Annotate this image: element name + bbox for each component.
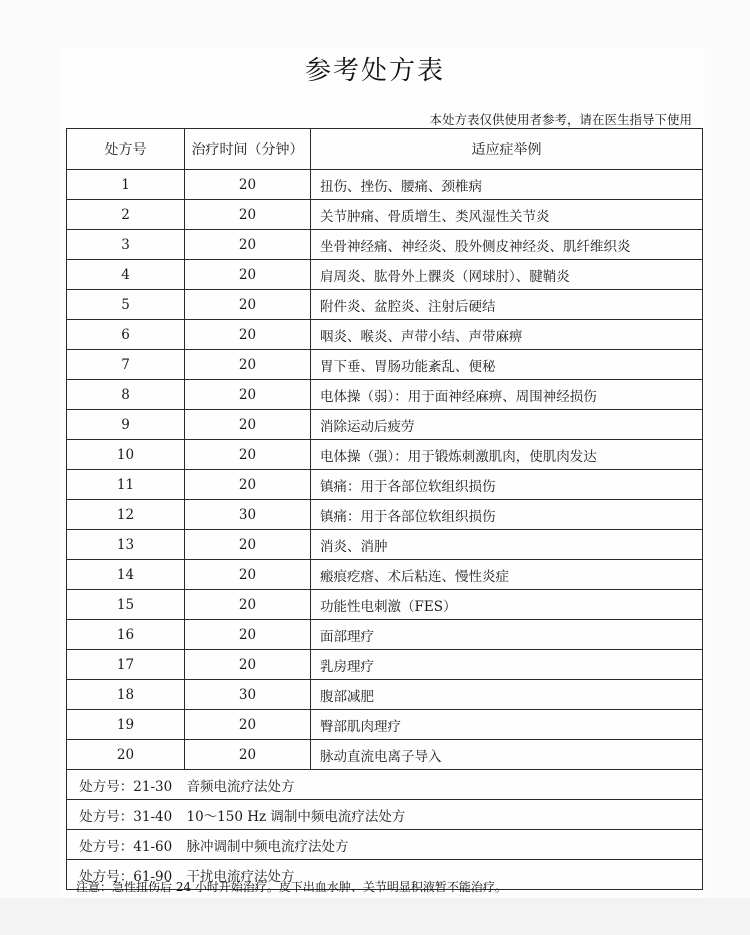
indication-text: 坐骨神经痛、神经炎、股外侧皮神经炎、肌纤维织炎 [311, 230, 703, 260]
treatment-time: 20 [185, 230, 311, 260]
document-title: 参考处方表 [304, 56, 445, 86]
treatment-time: 20 [185, 590, 311, 620]
treatment-time: 20 [185, 320, 311, 350]
footer-note: 注意：急性扭伤后 24 小时开始治疗。皮下出血水肿、关节明显积液暂不能治疗。 [76, 880, 507, 894]
table-row [67, 590, 703, 620]
treatment-time: 20 [185, 380, 311, 410]
indication-text: 附件炎、盆腔炎、注射后硬结 [311, 290, 703, 320]
section-rows [67, 770, 703, 890]
table-row [67, 380, 703, 410]
treatment-time: 20 [185, 440, 311, 470]
section-description: 音频电流疗法处方 [185, 770, 703, 800]
prescription-number: 4 [67, 260, 185, 290]
treatment-time: 20 [185, 710, 311, 740]
treatment-time: 20 [185, 560, 311, 590]
prescription-number: 17 [67, 650, 185, 680]
table-header-row [67, 129, 703, 170]
treatment-time: 20 [185, 350, 311, 380]
indication-text: 关节肿痛、骨质增生、类风湿性关节炎 [311, 200, 703, 230]
indication-text: 咽炎、喉炎、声带小结、声带麻痹 [311, 320, 703, 350]
indication-text: 乳房理疗 [311, 650, 703, 680]
indication-text: 消除运动后疲劳 [311, 410, 703, 440]
treatment-time: 20 [185, 200, 311, 230]
treatment-time: 30 [185, 680, 311, 710]
prescription-number: 2 [67, 200, 185, 230]
section-row [67, 770, 703, 800]
table-row [67, 470, 703, 500]
prescription-number: 7 [67, 350, 185, 380]
table-row [67, 440, 703, 470]
table-body [67, 170, 703, 770]
table-row [67, 260, 703, 290]
document-subtitle: 本处方表仅供使用者参考，请在医生指导下使用 [429, 112, 692, 127]
indication-text: 腹部减肥 [311, 680, 703, 710]
table-row [67, 410, 703, 440]
prescription-number: 15 [67, 590, 185, 620]
section-range-label: 处方号：61-90 [67, 860, 185, 890]
table-row [67, 170, 703, 200]
prescription-number: 13 [67, 530, 185, 560]
treatment-time: 20 [185, 620, 311, 650]
prescription-number: 8 [67, 380, 185, 410]
treatment-time: 20 [185, 650, 311, 680]
treatment-time: 20 [185, 290, 311, 320]
section-range-label: 处方号：41-60 [67, 830, 185, 860]
bottom-edge [0, 898, 750, 935]
table-row [67, 320, 703, 350]
table-row [67, 710, 703, 740]
section-description: 脉冲调制中频电流疗法处方 [185, 830, 703, 860]
prescription-number: 18 [67, 680, 185, 710]
section-row [67, 800, 703, 830]
indication-text: 臀部肌肉理疗 [311, 710, 703, 740]
indication-text: 脉动直流电离子导入 [311, 740, 703, 770]
indication-text: 面部理疗 [311, 620, 703, 650]
prescription-number: 6 [67, 320, 185, 350]
prescription-number: 20 [67, 740, 185, 770]
prescription-number: 11 [67, 470, 185, 500]
indication-text: 胃下垂、胃肠功能紊乱、便秘 [311, 350, 703, 380]
prescription-number: 10 [67, 440, 185, 470]
treatment-time: 20 [185, 260, 311, 290]
table-row [67, 530, 703, 560]
treatment-time: 20 [185, 530, 311, 560]
column-header-indication: 适应症举例 [311, 129, 703, 170]
treatment-time: 30 [185, 500, 311, 530]
table-row [67, 350, 703, 380]
prescription-number: 16 [67, 620, 185, 650]
treatment-time: 20 [185, 410, 311, 440]
table-row [67, 560, 703, 590]
section-range-label: 处方号：31-40 [67, 800, 185, 830]
prescription-number: 12 [67, 500, 185, 530]
table-row [67, 200, 703, 230]
treatment-time: 20 [185, 470, 311, 500]
prescription-number: 9 [67, 410, 185, 440]
prescription-number: 14 [67, 560, 185, 590]
column-header-time: 治疗时间（分钟） [185, 129, 311, 170]
indication-text: 消炎、消肿 [311, 530, 703, 560]
section-range-label: 处方号：21-30 [67, 770, 185, 800]
indication-text: 电体操（强）：用于锻炼刺激肌肉，使肌肉发达 [311, 440, 703, 470]
prescription-number: 19 [67, 710, 185, 740]
treatment-time: 20 [185, 170, 311, 200]
indication-text: 镇痛：用于各部位软组织损伤 [311, 500, 703, 530]
indication-text: 功能性电刺激（FES） [311, 590, 703, 620]
table-row [67, 650, 703, 680]
section-row [67, 830, 703, 860]
table-row [67, 230, 703, 260]
table-row [67, 620, 703, 650]
treatment-time: 20 [185, 740, 311, 770]
prescription-number: 1 [67, 170, 185, 200]
indication-text: 镇痛：用于各部位软组织损伤 [311, 470, 703, 500]
table-row [67, 290, 703, 320]
table-row [67, 500, 703, 530]
column-header-number: 处方号 [67, 129, 185, 170]
indication-text: 电体操（弱）：用于面神经麻痹、周围神经损伤 [311, 380, 703, 410]
indication-text: 瘢痕疙瘩、术后粘连、慢性炎症 [311, 560, 703, 590]
table-row [67, 680, 703, 710]
prescription-number: 3 [67, 230, 185, 260]
indication-text: 扭伤、挫伤、腰痛、颈椎病 [311, 170, 703, 200]
table-row [67, 740, 703, 770]
section-description: 10～150 Hz 调制中频电流疗法处方 [185, 800, 703, 830]
prescription-table [66, 128, 703, 890]
indication-text: 肩周炎、肱骨外上髁炎（网球肘）、腱鞘炎 [311, 260, 703, 290]
prescription-number: 5 [67, 290, 185, 320]
section-description: 干扰电流疗法处方 [185, 860, 703, 890]
